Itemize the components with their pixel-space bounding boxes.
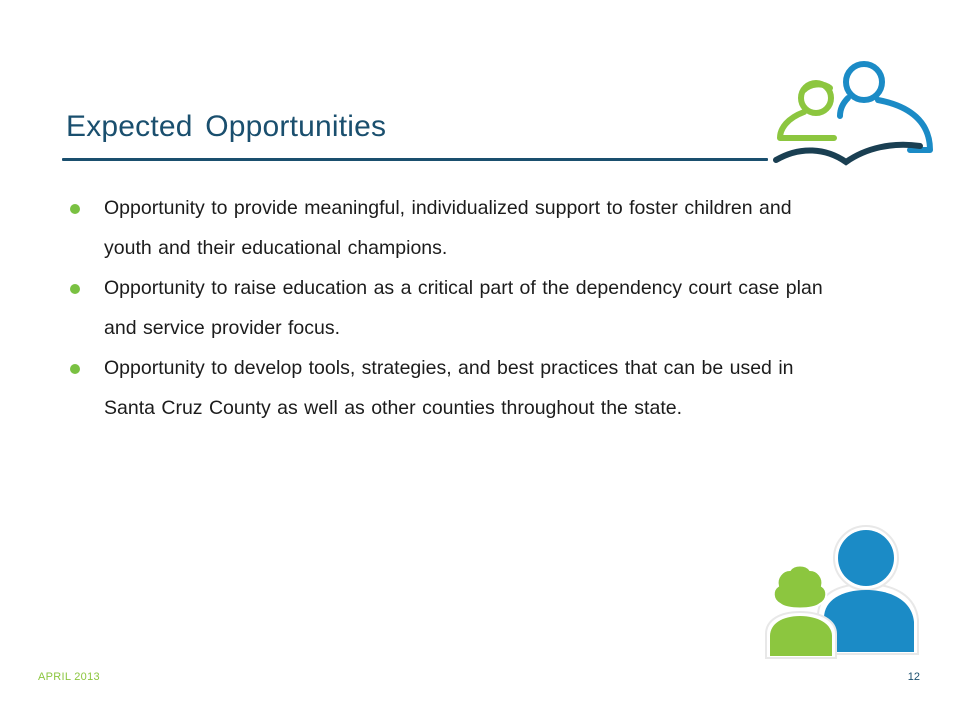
people-reading-book-icon [760, 50, 950, 180]
bullet-text: Opportunity to raise education as a critical part of the dependency court case plan and service provider focus. [104, 277, 823, 339]
adult-and-child-icon [762, 524, 922, 660]
bullet-text: Opportunity to develop tools, strategies, and best practices that can be used in Santa Cruz County as well as other counties throughout the state. [104, 357, 794, 419]
title-divider [62, 158, 768, 161]
page-title: Expected Opportunities [66, 110, 387, 143]
page-number: 12 [907, 671, 920, 683]
footer-date: APRIL 2013 [38, 671, 100, 683]
bullet-list [68, 188, 828, 428]
list-item [68, 268, 828, 348]
bullet-dot-icon [70, 204, 80, 214]
list-item [68, 188, 828, 268]
bullet-dot-icon [70, 364, 80, 374]
bullet-dot-icon [70, 284, 80, 294]
list-item [68, 348, 828, 428]
bullet-text: Opportunity to provide meaningful, individualized support to foster children and youth and their educational champions. [104, 197, 792, 259]
